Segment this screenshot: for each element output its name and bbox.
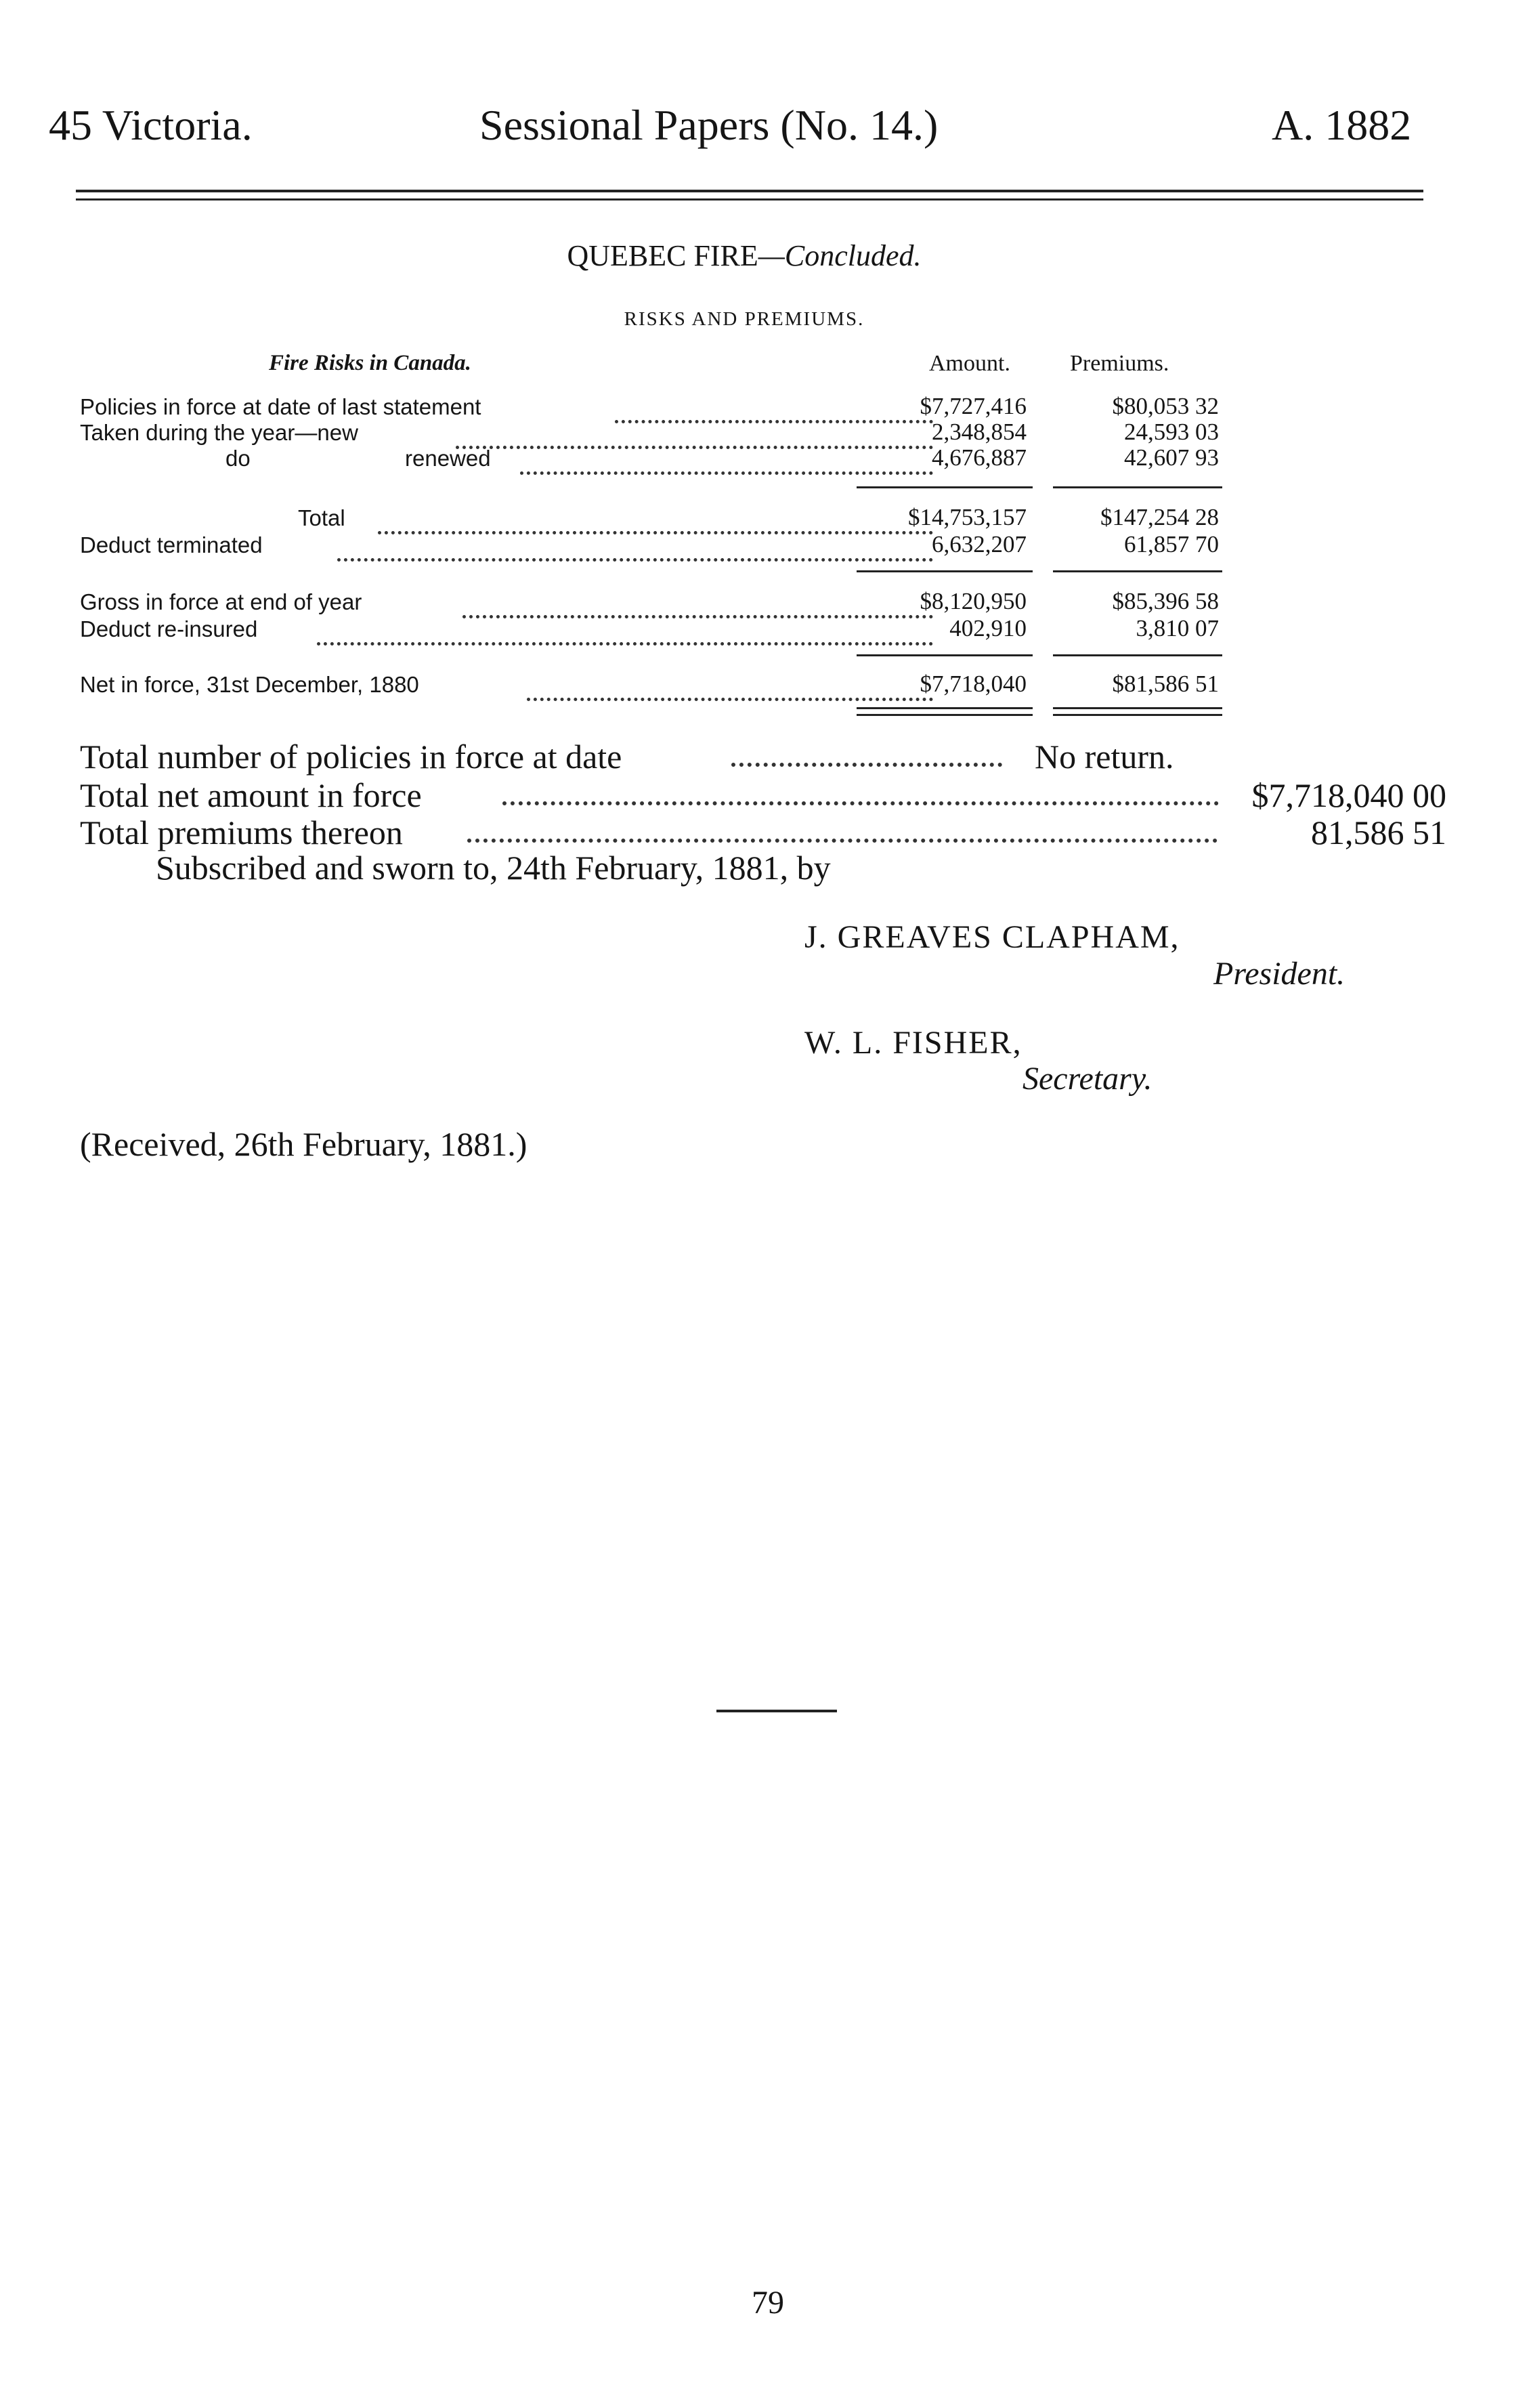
subtotal-rule [857, 654, 1033, 656]
column-amount-header: Amount. [929, 351, 1010, 376]
amount-cell: $7,718,040 [920, 671, 1027, 697]
secretary-name: W. L. FISHER, [804, 1025, 1022, 1061]
summary-policies-label: Total number of policies in force at date [80, 738, 622, 776]
summary-premiums-value: 81,586 51 [1311, 814, 1446, 851]
president-name: J. GREAVES CLAPHAM, [804, 919, 1180, 955]
row-label: Total [298, 505, 345, 530]
dot-leader [731, 756, 1002, 767]
premiums-cell: 3,810 07 [1136, 615, 1219, 641]
amount-cell: 6,632,207 [932, 531, 1027, 557]
header-left: 45 Victoria. [49, 101, 253, 149]
header-right: A. 1882 [1272, 101, 1412, 149]
total-rule [1053, 707, 1222, 709]
premiums-cell: $147,254 28 [1100, 504, 1219, 530]
row-label: do [225, 446, 251, 471]
header-center: Sessional Papers (No. 14.) [479, 101, 939, 149]
amount-cell: $7,727,416 [920, 393, 1027, 419]
premiums-cell: 42,607 93 [1124, 444, 1219, 471]
subtotal-rule [1053, 570, 1222, 572]
sworn-statement: Subscribed and sworn to, 24th February, 1881, by [156, 849, 831, 887]
premiums-cell: $81,586 51 [1112, 671, 1219, 697]
subtotal-rule [1053, 486, 1222, 488]
secretary-title: Secretary. [1022, 1061, 1153, 1097]
subtotal-rule [1053, 654, 1222, 656]
row-label: Deduct re-insured [80, 616, 258, 641]
president-title: President. [1213, 956, 1345, 992]
table-row [80, 505, 859, 532]
summary-premiums-label: Total premiums thereon [80, 814, 403, 851]
row-label: Net in force, 31st December, 1880 [80, 672, 419, 697]
table-row [80, 532, 859, 559]
table-row [80, 672, 859, 699]
table-row [80, 420, 859, 447]
column-premiums-header: Premiums. [1070, 351, 1169, 376]
row-label: Gross in force at end of year [80, 589, 362, 614]
table-row [80, 589, 859, 616]
amount-cell: 2,348,854 [932, 419, 1027, 445]
summary-policies-value: No return. [1035, 738, 1174, 776]
section-subtitle: RISKS AND PREMIUMS. [624, 308, 865, 330]
total-rule [857, 714, 1033, 716]
dot-leader [527, 677, 933, 701]
header-rule-top [76, 190, 1423, 192]
premiums-cell: $85,396 58 [1112, 588, 1219, 614]
premiums-cell: $80,053 32 [1112, 393, 1219, 419]
total-rule [857, 707, 1033, 709]
premiums-cell: 24,593 03 [1124, 419, 1219, 445]
dot-leader [462, 595, 933, 618]
row-label-secondary: renewed [405, 446, 491, 471]
table-heading: Fire Risks in Canada. [269, 351, 471, 375]
dot-leader [378, 511, 933, 534]
row-label: Deduct terminated [80, 532, 263, 557]
amount-cell: 4,676,887 [932, 444, 1027, 471]
subtotal-rule [857, 486, 1033, 488]
section-title: QUEBEC FIRE—Concluded. [567, 239, 922, 272]
dot-leader [502, 795, 1219, 805]
premiums-cell: 61,857 70 [1124, 531, 1219, 557]
table-row [80, 616, 859, 643]
total-rule [1053, 714, 1222, 716]
dot-leader [337, 538, 933, 562]
row-label: Policies in force at date of last statement [80, 394, 481, 419]
amount-cell: $14,753,157 [908, 504, 1027, 530]
summary-net-value: $7,718,040 00 [1251, 776, 1446, 814]
dot-leader [520, 451, 933, 475]
received-date: (Received, 26th February, 1881.) [80, 1125, 527, 1163]
page-number: 79 [752, 2285, 784, 2321]
row-label: Taken during the year—new [80, 420, 358, 445]
header-rule-bottom [76, 198, 1423, 200]
table-row [80, 394, 859, 421]
dot-leader [317, 622, 933, 646]
table-row [80, 446, 859, 473]
amount-cell: 402,910 [949, 615, 1027, 641]
dot-leader [467, 832, 1218, 843]
closing-rule [716, 1710, 837, 1712]
summary-net-label: Total net amount in force [80, 776, 422, 814]
subtotal-rule [857, 570, 1033, 572]
amount-cell: $8,120,950 [920, 588, 1027, 614]
